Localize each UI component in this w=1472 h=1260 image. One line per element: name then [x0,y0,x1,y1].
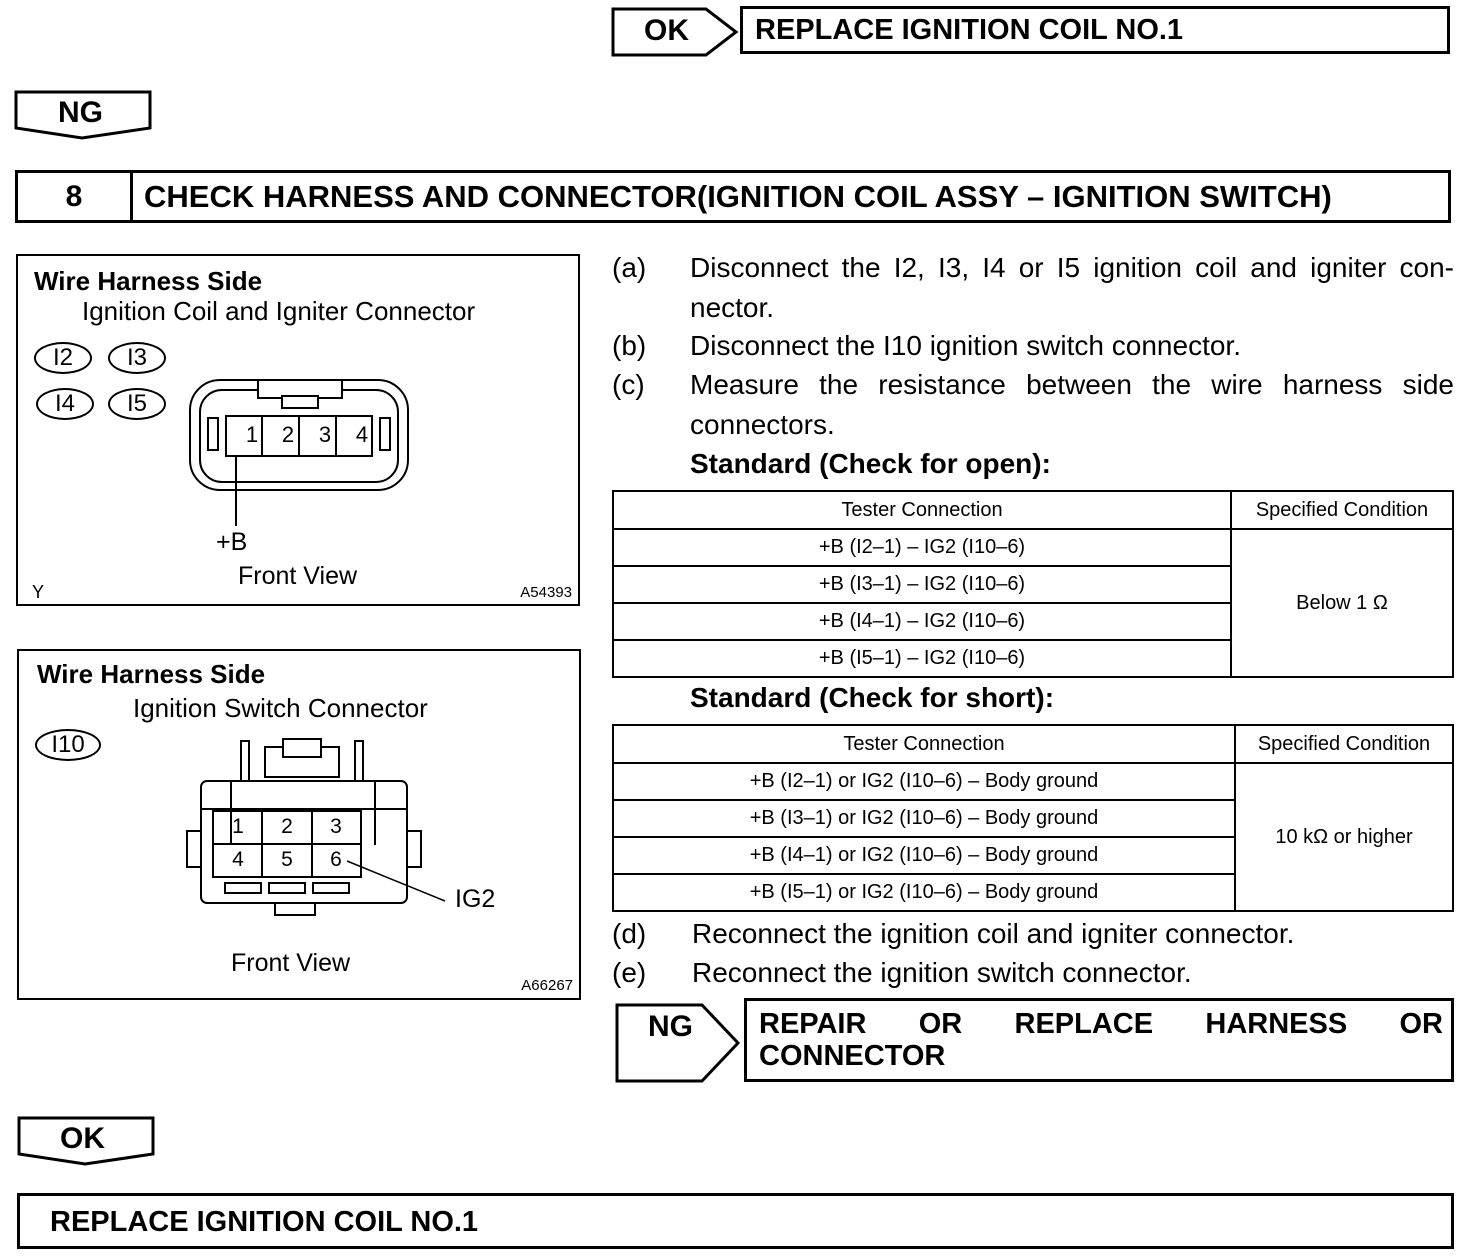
instruction-b [612,326,1454,366]
table-row: +B (I5–1) or IG2 (I10–6) – Body ground [613,874,1235,911]
connector-oval-i3: I3 [108,342,166,374]
switch-pin-2: 2 [281,815,293,838]
diagram-ignition-switch-connector [17,649,581,1000]
instruction-d [612,914,1454,954]
step-number: 8 [18,173,133,220]
ng-action-line1: REPAIR OR REPLACE HARNESS OR [759,1008,1443,1040]
diagram1-title: Wire Harness Side [34,266,263,296]
instruction-b-text: Disconnect the I10 ignition switch connector. [690,330,1241,361]
diagram2-ref: A66267 [521,977,573,994]
ng-label: NG [648,1010,693,1043]
instruction-e-label: (e) [612,957,647,988]
coil-pin-4: 4 [355,422,369,447]
diagram1-corner-mark: Y [32,582,45,602]
coil-connector-drawing [186,374,416,534]
table-check-short [612,724,1454,912]
ng-tab-label: NG [58,96,103,129]
connector-oval-i10: I10 [35,729,101,761]
table-row: +B (I4–1) – IG2 (I10–6) [613,603,1231,640]
diagram2-title: Wire Harness Side [37,659,266,689]
connector-oval-i2: I2 [34,342,92,374]
instruction-c-text: Measure the resistance between the wire harness side connectors. [690,369,1454,440]
diagram1-view-label: Front View [238,562,358,590]
instruction-a [612,248,1454,328]
table-row: +B (I2–1) – IG2 (I10–6) [613,529,1231,566]
top-action-box [740,6,1450,54]
coil-pin-2: 2 [281,422,295,447]
table-open-col1-header: Tester Connection [613,491,1231,529]
switch-pin-4: 4 [232,848,244,871]
final-action-text: REPLACE IGNITION COIL NO.1 [50,1206,479,1238]
top-action-text: REPLACE IGNITION COIL NO.1 [755,14,1184,46]
switch-pin-6: 6 [330,848,342,871]
table-row: +B (I5–1) – IG2 (I10–6) [613,640,1231,677]
instruction-b-label: (b) [612,330,647,361]
diagram1-subtitle: Ignition Coil and Igniter Connector [82,296,476,326]
instruction-d-label: (d) [612,918,647,949]
table-open-condition: Below 1 Ω [1231,529,1453,677]
table-row: +B (I2–1) or IG2 (I10–6) – Body ground [613,763,1235,800]
switch-pin-3: 3 [330,815,342,838]
ok-label: OK [644,14,689,47]
ok-tab-label: OK [60,1122,105,1155]
switch-pin-1: 1 [232,815,244,838]
connector-oval-i4: I4 [36,388,94,420]
instruction-a-text: Disconnect the I2, I3, I4 or I5 ignition coil and igniter con- nector. [690,252,1454,323]
table-short-col2-header: Specified Condition [1235,725,1453,763]
step-title: CHECK HARNESS AND CONNECTOR(IGNITION COIL ASSY – IGNITION SWITCH) [144,178,1332,214]
switch-pin-5: 5 [281,848,293,871]
instruction-e [612,953,1454,993]
switch-pin-label-ig2: IG2 [455,885,496,913]
table-check-open [612,490,1454,678]
coil-pin-label-b: +B [216,528,248,556]
table-row: +B (I4–1) or IG2 (I10–6) – Body ground [613,837,1235,874]
instruction-e-text: Reconnect the ignition switch connector. [692,957,1192,988]
table-short-col1-header: Tester Connection [613,725,1235,763]
diagram-ignition-coil-connector [16,254,580,606]
table-row: +B (I3–1) or IG2 (I10–6) – Body ground [613,800,1235,837]
connector-oval-i5: I5 [108,388,166,420]
ng-action-line2: CONNECTOR [759,1040,946,1072]
final-action-box [17,1193,1454,1249]
diagram2-view-label: Front View [231,949,351,977]
instruction-d-text: Reconnect the ignition coil and igniter connector. [692,918,1295,949]
diagram2-subtitle: Ignition Switch Connector [133,693,428,723]
step-header [15,170,1451,223]
table-open-col2-header: Specified Condition [1231,491,1453,529]
ng-action-box [744,998,1454,1082]
coil-pin-1: 1 [245,422,259,447]
standard-open-heading: Standard (Check for open): [690,448,1051,479]
table-short-condition: 10 kΩ or higher [1235,763,1453,911]
coil-pin-3: 3 [318,422,332,447]
standard-short-heading: Standard (Check for short): [690,682,1055,713]
instruction-c [612,365,1454,445]
instruction-a-label: (a) [612,252,647,283]
diagram1-ref: A54393 [520,584,572,601]
table-row: +B (I3–1) – IG2 (I10–6) [613,566,1231,603]
instruction-c-label: (c) [612,369,645,400]
